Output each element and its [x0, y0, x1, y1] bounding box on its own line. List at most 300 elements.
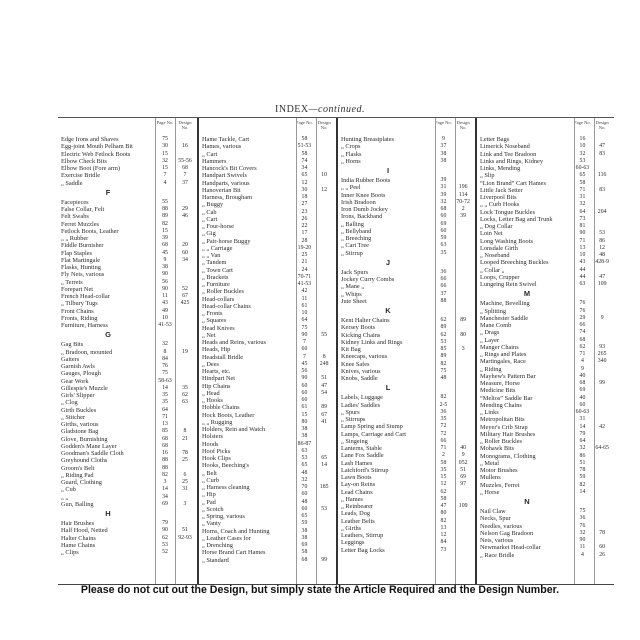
index-entry: [341, 143, 473, 150]
entry-design: [175, 356, 195, 363]
index-entry: [202, 223, 334, 230]
index-entry: [202, 390, 334, 397]
index-entry: [480, 552, 612, 559]
entry-page: 41-53: [158, 322, 172, 328]
entry-page: 68: [162, 242, 168, 249]
entry-name: Newmarket Head-collar: [480, 544, 541, 552]
entry-name: „ „ Curb Hooks: [480, 201, 520, 209]
entry-design: 51: [460, 466, 467, 473]
entry-page: 90: [162, 271, 168, 278]
entry-page: 65: [301, 172, 308, 179]
index-entry: [202, 267, 334, 274]
entry-design: 52: [182, 285, 188, 292]
entry-name: Furniture, Harness: [61, 322, 108, 329]
entry-design: [175, 199, 195, 206]
entry-page: 15: [162, 150, 168, 157]
entry-design: [453, 539, 473, 546]
index-entry: [341, 206, 473, 213]
entry-page: 75: [162, 136, 168, 142]
entry-name: Iron Dumb Jockey: [341, 206, 388, 213]
entry-name: „ Slip: [480, 172, 495, 180]
entry-page: 30: [162, 143, 168, 150]
index-entry: [202, 252, 334, 259]
page-title: [0, 104, 640, 115]
entry-design: [592, 467, 612, 474]
entry-name: „ Spurs: [341, 408, 360, 416]
entry-design: [314, 499, 334, 506]
entry-design: [592, 216, 612, 223]
entry-design: [314, 317, 334, 324]
index-entry: [202, 216, 334, 223]
index-entry: [202, 238, 334, 245]
entry-design: [592, 395, 612, 402]
entry-page: 53: [162, 541, 168, 548]
entry-page: 65: [301, 462, 308, 469]
entry-page: 23: [301, 208, 308, 215]
entry-name: Locks, Letter Bag and Trunk: [480, 215, 553, 223]
entry-name: „ Belt: [202, 469, 217, 477]
entry-page: 64: [301, 317, 308, 324]
entry-design: [592, 489, 612, 496]
entry-name: „ Pad: [202, 498, 216, 506]
entry-design: 51: [182, 527, 188, 534]
entry-name: Godden's Mane Layer: [61, 442, 117, 450]
entry-name: Groom's Belt: [61, 464, 95, 472]
entry-name: „ Links: [480, 409, 499, 416]
entry-page: 36: [579, 515, 586, 522]
index-entry: [341, 503, 473, 510]
index-entry: [480, 358, 612, 365]
index-entry: [480, 445, 612, 452]
entry-design: 83: [599, 150, 606, 157]
entry-name: „ Girths: [341, 524, 362, 532]
entry-name: “Meltos” Saddle Bar: [480, 394, 533, 402]
entry-page: 53: [440, 338, 447, 345]
entry-name: „ „ Rubber: [61, 235, 89, 242]
entry-name: „ Race Bridle: [480, 551, 515, 559]
entry-name: Hearts, etc.: [202, 368, 231, 375]
entry-page: 45: [301, 360, 308, 367]
entry-design: 25: [182, 479, 188, 485]
entry-design: [453, 151, 473, 158]
entry-design: [314, 491, 334, 498]
entry-design: 69: [460, 474, 467, 480]
entry-page: 75: [579, 508, 586, 514]
entry-name: „ Terrets: [61, 278, 83, 286]
entry-design: 26: [599, 551, 606, 558]
entry-name: „ Splitting: [480, 307, 507, 315]
entry-page: 62: [440, 488, 447, 495]
index-entry: [341, 532, 473, 539]
entry-name: Machine, Bevelling: [480, 300, 530, 308]
index-entry: [202, 462, 334, 469]
entry-page: 68: [440, 206, 447, 212]
entry-design: [175, 271, 195, 278]
entry-page: 75: [162, 370, 168, 377]
entry-design: [314, 470, 334, 477]
entry-design: 62: [182, 392, 188, 398]
entry-design: [453, 136, 473, 143]
entry-name: Mohawk Bits: [480, 445, 515, 453]
entry-name: Links and Rings, Kidney: [480, 157, 543, 165]
entry-name: Hanoverian Bit: [202, 186, 241, 194]
entry-name: „ Cub: [61, 486, 76, 494]
index-entry: [480, 530, 612, 537]
entry-design: [453, 375, 473, 382]
entry-design: [453, 235, 473, 242]
entry-name: „ Four-horse: [202, 223, 234, 230]
entry-design: 12: [321, 186, 328, 193]
entry-design: [592, 300, 612, 307]
entry-page: 30: [301, 186, 308, 193]
entry-name: „ Head: [202, 389, 220, 397]
entry-name: „ Tandem: [202, 259, 227, 267]
index-entry: [202, 151, 334, 158]
entry-page: 90: [162, 285, 168, 292]
entry-design: [314, 397, 334, 404]
entry-page: 35: [162, 399, 168, 406]
entry-design: [314, 245, 334, 252]
entry-name: Long Washing Boots: [480, 237, 533, 245]
entry-page: 15: [440, 474, 447, 480]
index-entry: [480, 172, 612, 179]
entry-design: [314, 542, 334, 549]
entry-page: 7: [163, 172, 167, 179]
entry-design: [175, 542, 195, 549]
entry-page: 4: [163, 179, 167, 186]
entry-design: [453, 143, 473, 150]
entry-design: 14: [321, 462, 328, 469]
index-entry: [202, 230, 334, 237]
index-entry: [480, 544, 612, 551]
index-entry: [202, 339, 334, 346]
index-entry: [480, 508, 612, 515]
index-entry: [202, 470, 334, 477]
entry-name: Girths, various: [61, 421, 99, 428]
entry-page: 36: [440, 408, 447, 415]
entry-page: 68: [301, 556, 308, 563]
design-no-header: Design No.: [595, 120, 609, 130]
entry-design: 34: [182, 256, 188, 263]
entry-page: 71: [579, 186, 586, 193]
entry-page: 32: [579, 150, 586, 157]
entry-page: 58: [440, 495, 447, 502]
entry-design: 47: [321, 382, 328, 389]
entry-page: 26: [301, 215, 308, 222]
entry-page: 2-5: [439, 401, 448, 408]
entry-page: 48: [440, 375, 447, 381]
entry-name: “Lion Brand” Cart Hames: [480, 179, 546, 187]
entry-design: [453, 228, 473, 235]
column-divider: [574, 118, 575, 584]
entry-name: Egg-joint Mouth Pelham Bit: [61, 143, 133, 151]
entry-page: 69: [162, 500, 168, 507]
entry-name: Manchester Saddle: [480, 314, 529, 322]
index-entry: [480, 474, 612, 481]
entry-design: 31: [182, 486, 188, 493]
entry-design: [175, 308, 195, 315]
entry-name: Liverpool Bits: [480, 194, 517, 201]
entry-design: 109: [458, 503, 468, 509]
index-entry: [341, 317, 473, 324]
entry-name: „ Saddle: [61, 179, 83, 187]
index-entry: [341, 221, 473, 228]
entry-design: [175, 228, 195, 235]
entry-name: „ „: [61, 493, 69, 501]
entry-design: 3: [461, 346, 465, 352]
entry-name: „ Bellyband: [341, 227, 372, 235]
index-entry: [341, 158, 473, 165]
entry-design: [453, 368, 473, 375]
column-divider: [175, 118, 176, 584]
entry-name: Lanterns, Stable: [341, 445, 382, 452]
index-entry: [202, 528, 334, 535]
entry-design: 51: [321, 375, 328, 382]
entry-name: Knobs, Saddle: [341, 375, 378, 382]
entry-name: „ Hames: [341, 495, 363, 503]
index-entry: [341, 467, 473, 474]
index-entry: [202, 542, 334, 549]
entry-name: Guard, Clothing: [61, 479, 102, 486]
entry-page: 73: [579, 215, 586, 222]
entry-name: Hooks, Beeching's: [202, 462, 249, 470]
entry-name: Inner Knee Boots: [341, 191, 386, 199]
entry-name: Leathers, Stirrup: [341, 532, 384, 539]
entry-name: „ Collar „: [480, 266, 505, 274]
index-entry: [202, 499, 334, 506]
index-entry: [480, 329, 612, 336]
section-letter: J: [385, 257, 391, 267]
entry-design: [592, 387, 612, 394]
entry-name: „ „ Van: [202, 252, 221, 259]
entry-design: [592, 460, 612, 467]
index-entry: [480, 267, 612, 274]
entry-name: Jockey Curry Combs: [341, 276, 395, 283]
column-divider: [316, 118, 317, 584]
entry-page: 35: [162, 392, 168, 398]
entry-page: 82: [579, 481, 586, 488]
index-entry: [341, 496, 473, 503]
entry-page: 44: [579, 273, 586, 280]
entry-page: 60: [301, 491, 308, 498]
index-entry: [480, 489, 612, 496]
entry-design: [314, 201, 334, 208]
entry-name: Little Jack Setter: [480, 186, 523, 194]
entry-page: 60-63: [575, 409, 590, 415]
entry-design: [453, 423, 473, 430]
entry-name: Hoof Picks: [202, 447, 231, 455]
entry-design: [314, 151, 334, 158]
index-entry: [480, 409, 612, 416]
entry-page: 22: [301, 223, 308, 229]
entry-page: 16: [579, 136, 586, 142]
entry-name: Hook Clips: [202, 455, 231, 462]
entry-page: 76: [579, 522, 586, 529]
entry-name: Meyer's Crib Strap: [480, 423, 528, 431]
entry-page: 60-63: [575, 165, 590, 171]
entry-name: „ Dog Collar: [480, 223, 513, 230]
entry-design: 265: [597, 351, 607, 357]
entry-name: Irons, Backband: [341, 213, 383, 221]
entry-page: 79: [162, 520, 168, 526]
entry-design: [314, 303, 334, 310]
entry-design: 19: [182, 348, 188, 355]
entry-design: [175, 549, 195, 556]
index-entry: [341, 489, 473, 496]
entry-design: [453, 525, 473, 532]
index-entry: [341, 177, 473, 184]
entry-design: [314, 274, 334, 281]
entry-design: 340: [597, 358, 607, 365]
entry-page: 65: [579, 172, 586, 179]
index-entry: [480, 523, 612, 530]
entry-page: 32: [440, 198, 447, 205]
entry-name: Holsters: [202, 433, 223, 441]
entry-design: [453, 518, 473, 525]
entry-design: 55: [321, 331, 328, 338]
entry-design: [453, 298, 473, 305]
index-entry: [202, 325, 334, 332]
index-entry: [480, 300, 612, 307]
entry-name: Hancock's Bit Covers: [202, 165, 257, 172]
entry-design: 37: [182, 179, 188, 186]
index-entry: [202, 180, 334, 187]
entry-design: [175, 221, 195, 228]
entry-design: 60: [599, 544, 606, 551]
entry-page: 63: [579, 281, 586, 287]
entry-design: 89: [321, 404, 328, 411]
entry-page: 15: [162, 227, 168, 234]
entry-page: 90: [301, 331, 308, 338]
index-entry: [480, 281, 612, 288]
entry-name: Needles, various: [480, 522, 522, 530]
entry-design: 78: [599, 529, 606, 536]
entry-page: 71: [162, 413, 168, 420]
entry-page: 88: [162, 457, 168, 464]
entry-name: Forepart Net: [61, 285, 93, 293]
entry-design: [175, 363, 195, 370]
column-header: [202, 118, 334, 136]
entry-page: 2: [441, 452, 445, 459]
entry-page: 25: [301, 252, 308, 258]
entry-design: 9: [461, 452, 465, 459]
entry-page: 70: [301, 484, 308, 490]
entry-design: [175, 315, 195, 322]
entry-design: [453, 242, 473, 249]
entry-design: [592, 453, 612, 460]
index-entry: [341, 242, 473, 249]
entry-name: „ Crops: [341, 143, 361, 151]
entry-design: [314, 288, 334, 295]
index-entry: [202, 209, 334, 216]
index-entry: [480, 537, 612, 544]
entry-name: „ Town Cart: [202, 266, 233, 274]
entry-page: 75: [440, 367, 447, 374]
index-entry: [341, 291, 473, 298]
page-no-header: Page No.: [156, 120, 174, 125]
entry-name: Flat Martingale: [61, 256, 100, 264]
entry-name: Kit Bag: [341, 346, 361, 353]
entry-name: Labels, Luggage: [341, 394, 383, 402]
entry-name: „ Layer: [480, 336, 500, 344]
section-letter: K: [385, 306, 391, 315]
entry-design: [453, 409, 473, 416]
entry-design: 83: [599, 186, 606, 193]
entry-page: 82: [440, 360, 447, 367]
index-entry: [202, 426, 334, 433]
index-subtitle: —continued.: [308, 104, 365, 115]
entry-page: 60: [440, 213, 447, 220]
index-entry: [480, 209, 612, 216]
entry-design: [175, 494, 195, 501]
entry-name: „ Cart: [202, 215, 218, 223]
entry-page: 34: [301, 165, 308, 171]
index-entry: [341, 416, 473, 423]
entry-page: 56: [301, 368, 308, 374]
index-entry: [202, 288, 334, 295]
section-letter: G: [105, 330, 111, 340]
entry-name: False Collar, Felt: [61, 206, 105, 213]
entry-name: Medicine Bits: [480, 387, 516, 395]
entry-name: „ Cart Tree: [341, 242, 369, 250]
entry-page: 9: [163, 256, 167, 263]
entry-page: 90: [579, 230, 586, 237]
section-letter: M: [523, 289, 531, 299]
entry-design: 7: [183, 172, 187, 179]
entry-page: 14: [162, 384, 168, 391]
entry-page: 63: [440, 242, 447, 249]
entry-name: Horns, Coach and Hunting: [202, 527, 270, 535]
index-entry: [341, 346, 473, 353]
entry-design: 60: [182, 249, 188, 256]
entry-name: Exercise Bridle: [61, 172, 100, 180]
index-entry: [341, 250, 473, 257]
index-entry: [202, 520, 334, 527]
entry-design: 55-56: [178, 157, 192, 164]
entry-page: 72: [440, 423, 447, 430]
entry-page: 89: [162, 213, 168, 220]
entry-name: Lash Hames: [341, 459, 373, 467]
entry-name: Gag Bits: [61, 341, 84, 349]
entry-name: Girls' Slipper: [61, 392, 95, 399]
entry-design: [175, 443, 195, 450]
entry-name: „ Cab: [202, 208, 217, 216]
entry-page: 82: [162, 471, 168, 478]
index-entry: [480, 136, 612, 143]
entry-page: 60: [301, 505, 308, 512]
entry-design: 6: [183, 471, 187, 478]
entry-design: [592, 223, 612, 230]
entry-name: Nail Claw: [480, 508, 506, 515]
entry-page: 61: [301, 404, 308, 411]
index-column: [336, 118, 475, 584]
section-letter: N: [524, 497, 530, 506]
entry-name: Heads, Hip: [202, 346, 231, 354]
index-entry: [202, 368, 334, 375]
entry-design: [314, 136, 334, 143]
column-divider: [296, 118, 297, 584]
entry-name: Hindpart Net: [202, 375, 236, 383]
entry-name: Kent Halter Chains: [341, 317, 390, 324]
entry-page: 13: [440, 524, 447, 531]
entry-name: Fetlock Boots, Leather: [61, 227, 119, 235]
entry-design: 10: [321, 172, 328, 179]
entry-page: 39: [162, 235, 168, 241]
entry-design: [175, 151, 195, 158]
entry-design: [592, 402, 612, 409]
entry-name: „ „ Carriage: [202, 244, 233, 252]
entry-design: [314, 433, 334, 440]
